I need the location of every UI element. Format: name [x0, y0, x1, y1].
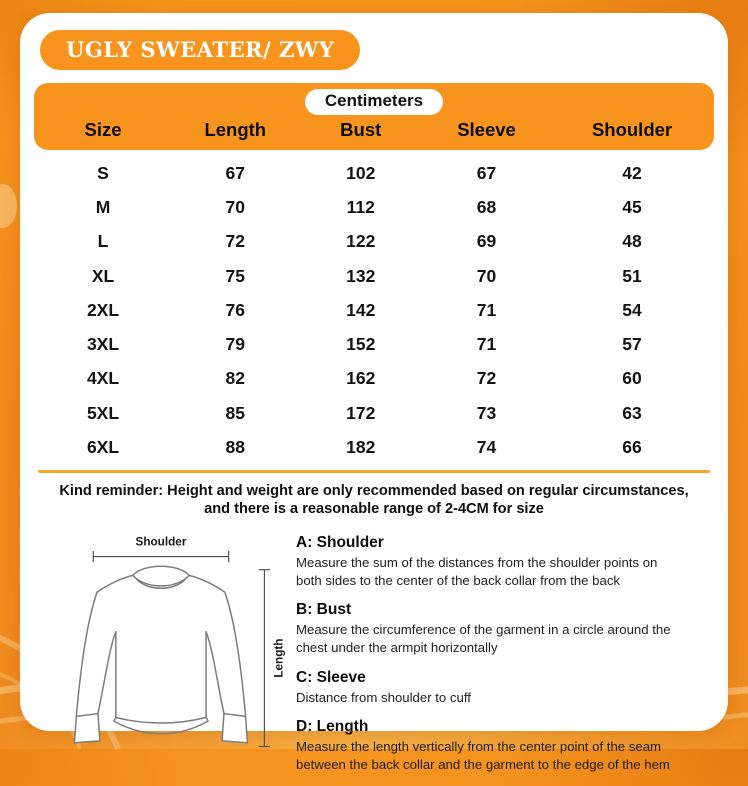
- size-chart-card: [20, 13, 728, 773]
- value-cell: 172: [346, 402, 376, 423]
- length-measure-label: Length: [272, 638, 286, 678]
- value-cell: 67: [225, 162, 245, 183]
- table-header: [34, 83, 714, 150]
- value-cell: 71: [476, 299, 497, 320]
- divider: [38, 470, 710, 473]
- guide-text: Distance from shoulder to cuff: [296, 689, 471, 705]
- value-cell: 82: [225, 368, 245, 389]
- value-cell: 71: [476, 334, 497, 355]
- shoulder-measure-line: [93, 551, 228, 562]
- value-cell: 73: [476, 402, 497, 423]
- size-cell: 3XL: [86, 334, 120, 355]
- value-cell: 54: [622, 299, 642, 320]
- value-cell: 48: [622, 231, 642, 252]
- value-cell: 79: [225, 334, 245, 355]
- length-measure-line: [259, 570, 270, 747]
- measurement-section: [20, 532, 728, 786]
- value-cell: 162: [346, 368, 376, 389]
- guide-item: [296, 718, 684, 773]
- value-cell: 70: [225, 196, 245, 217]
- size-cell: 2XL: [86, 299, 120, 320]
- value-cell: 42: [622, 162, 642, 183]
- value-cell: 182: [346, 437, 376, 458]
- value-cell: 72: [225, 231, 245, 252]
- table-row: [34, 225, 714, 259]
- table-row: [34, 362, 714, 396]
- guide-text: Measure the sum of the distances from the shoulder points on both sides to the center of the back collar from the back: [296, 555, 658, 588]
- reminder-line-2: and there is a reasonable range of 2-4CM for size: [204, 501, 544, 518]
- value-cell: 60: [622, 368, 642, 389]
- size-table-body: [34, 156, 714, 465]
- size-cell: L: [97, 231, 109, 252]
- value-cell: 85: [225, 402, 245, 423]
- table-row: [34, 190, 714, 224]
- table-row: [34, 156, 714, 190]
- value-cell: 72: [476, 368, 497, 389]
- value-cell: 74: [476, 437, 497, 458]
- value-cell: 132: [346, 265, 376, 286]
- product-title-pill: UGLY SWEATER/ ZWY: [40, 30, 360, 70]
- size-cell: 6XL: [86, 437, 120, 458]
- value-cell: 51: [622, 265, 642, 286]
- value-cell: 67: [476, 162, 497, 183]
- guide-item: [296, 534, 684, 589]
- table-row: [34, 259, 714, 293]
- value-cell: 45: [622, 196, 642, 217]
- unit-pill: Centimeters: [305, 89, 443, 115]
- value-cell: 152: [346, 334, 376, 355]
- column-header-sleeve: Sleeve: [457, 119, 516, 140]
- table-row: [34, 430, 714, 464]
- value-cell: 66: [622, 437, 642, 458]
- value-cell: 112: [346, 196, 375, 217]
- value-cell: 76: [225, 299, 245, 320]
- column-header-row: [34, 119, 714, 141]
- guide-text: Measure the circumference of the garment in a circle around the chest under the armpit horizontally: [296, 622, 671, 656]
- guide-heading: B: Bust: [296, 601, 352, 619]
- shoulder-measure-label: Shoulder: [135, 535, 187, 549]
- table-row: [34, 293, 714, 327]
- guide-heading: A: Shoulder: [296, 534, 384, 552]
- column-header-size: Size: [84, 119, 122, 140]
- size-cell: M: [95, 196, 111, 217]
- value-cell: 102: [346, 162, 376, 183]
- value-cell: 122: [346, 231, 376, 252]
- sweater-diagram-svg: [50, 532, 302, 756]
- value-cell: 70: [476, 265, 497, 286]
- value-cell: 63: [622, 402, 642, 423]
- reminder-line-1: Kind reminder: Height and weight are only recommended based on regular circumstances,: [59, 482, 689, 499]
- reminder-text: [20, 482, 728, 519]
- value-cell: 88: [225, 437, 245, 458]
- sweater-diagram: [20, 532, 286, 786]
- guide-item: [296, 669, 684, 707]
- value-cell: 57: [622, 334, 642, 355]
- value-cell: 68: [476, 196, 497, 217]
- table-row: [34, 396, 714, 430]
- value-cell: 75: [225, 265, 245, 286]
- guide-item: [296, 601, 684, 656]
- size-cell: 5XL: [86, 402, 120, 423]
- measure-guide: [282, 532, 712, 786]
- size-cell: 4XL: [86, 368, 120, 389]
- column-header-length: Length: [204, 119, 267, 140]
- column-header-bust: Bust: [340, 119, 382, 140]
- size-cell: S: [97, 162, 109, 183]
- sweater-outline: [74, 566, 247, 743]
- guide-heading: C: Sleeve: [296, 668, 366, 686]
- table-row: [34, 327, 714, 361]
- value-cell: 69: [476, 231, 497, 252]
- guide-heading: D: Length: [296, 718, 369, 736]
- column-header-shoulder: Shoulder: [591, 119, 673, 140]
- value-cell: 142: [346, 299, 376, 320]
- guide-text: Measure the length vertically from the center point of the seam between the back collar and the garment to the edge of the hem: [296, 739, 670, 773]
- size-cell: XL: [91, 265, 115, 286]
